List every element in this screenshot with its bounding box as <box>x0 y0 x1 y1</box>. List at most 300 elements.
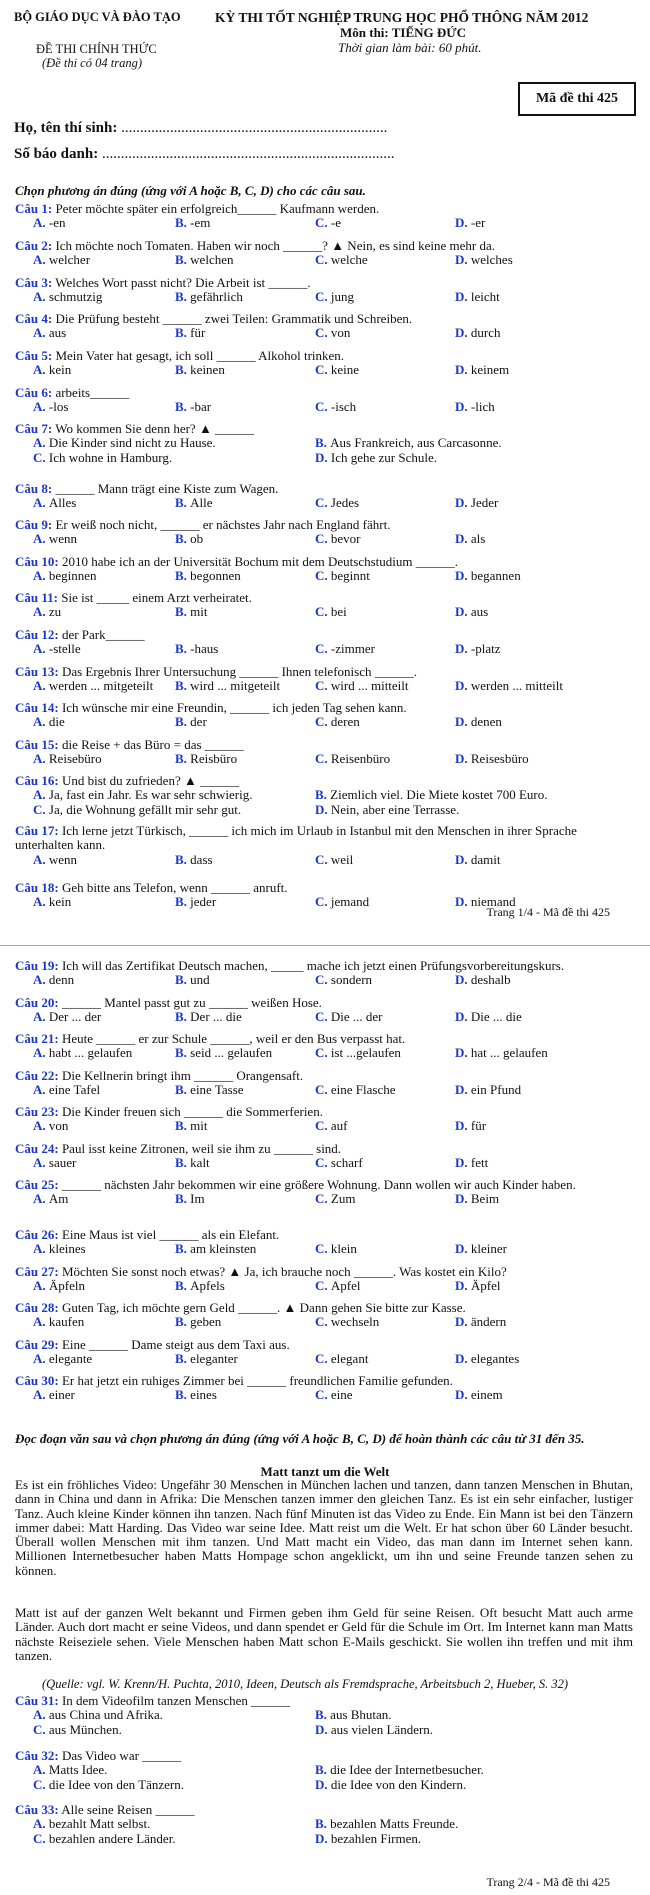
option-c[interactable] <box>315 532 361 546</box>
option-b[interactable] <box>175 569 241 583</box>
option-text: Beim <box>470 1191 500 1207</box>
option-b[interactable] <box>175 532 203 546</box>
option-letter: B. <box>175 1387 191 1403</box>
question-text: 2010 habe ich an der Universität Bochum mit dem Deutschstudium ______. <box>61 554 459 569</box>
option-d[interactable] <box>455 326 501 340</box>
option-c[interactable] <box>33 1778 184 1792</box>
option-a[interactable] <box>33 253 90 267</box>
option-a[interactable] <box>33 1242 86 1256</box>
option-a[interactable] <box>33 853 77 867</box>
option-letter: C. <box>315 1082 331 1098</box>
option-d[interactable] <box>315 1723 433 1737</box>
page-separator <box>0 945 650 946</box>
question-25 <box>15 1178 627 1207</box>
option-c[interactable] <box>315 363 359 377</box>
question-label: Câu 2: <box>15 238 53 253</box>
option-letter: A. <box>33 325 49 341</box>
option-text: wenn <box>48 851 78 867</box>
option-d[interactable] <box>455 1156 488 1170</box>
option-b[interactable] <box>175 1242 256 1256</box>
option-a[interactable] <box>33 1083 100 1097</box>
option-text: -bar <box>190 399 212 415</box>
option-b[interactable] <box>175 326 205 340</box>
option-text: bezahlt Matt selbst. <box>48 1816 151 1832</box>
option-letter: B. <box>175 531 191 547</box>
option-d[interactable] <box>455 752 529 766</box>
option-letter: A. <box>33 362 49 378</box>
passage-paragraph-1: Es ist ein fröhliches Video: Ungefähr 30 Menschen in München lachen und tanzen, dann tanzen Menschen in Bhutan, dann in China und dann in Afrika: Die Menschen tanzen immer den gleichen Tanz. Es ist ein sehr einfacher, lustiger Tanz. Auch kleine Kinder können ihn tanzen. Nach fünf Minuten ist das Video zu Ende. Ein Mann ist bei den Tänzern immer dabei: Matt Harding. Das Video war seine Idee. Matt reist um die Welt. Er hat schon über 60 Länder besucht. Überall wollen Menschen mit ihm tanzen. Und Matt macht ein Video, das man dann im Internet sehen kann. Millionen Internetbesucher haben Matts Hompage schon angeklickt, um ihn und seine Freunde tanzen sehen zu können. <box>15 1477 633 1578</box>
option-letter: C. <box>315 568 331 584</box>
option-b[interactable] <box>175 1156 210 1170</box>
option-a[interactable] <box>33 1388 75 1402</box>
option-b[interactable] <box>315 436 502 450</box>
option-c[interactable] <box>315 253 368 267</box>
option-d[interactable] <box>455 973 511 987</box>
option-a[interactable] <box>33 216 66 230</box>
option-letter: A. <box>33 1707 49 1723</box>
option-text: wenn <box>48 531 78 547</box>
option-text: welche <box>330 252 368 268</box>
question-label: Câu 8: <box>15 481 53 496</box>
question-label: Câu 19: <box>15 958 59 973</box>
option-d[interactable] <box>455 605 488 619</box>
option-text: jeder <box>190 894 217 910</box>
option-a[interactable] <box>33 1279 85 1293</box>
question-text: ______ Mann trägt eine Kiste zum Wagen. <box>55 481 279 496</box>
option-text: Apfel <box>330 1278 361 1294</box>
option-letter: D. <box>455 1278 471 1294</box>
option-c[interactable] <box>315 1010 383 1024</box>
option-d[interactable] <box>455 1046 548 1060</box>
option-letter: A. <box>33 568 49 584</box>
option-letter: C. <box>315 252 331 268</box>
option-b[interactable] <box>175 1388 217 1402</box>
question-label: Câu 13: <box>15 664 59 679</box>
option-c[interactable] <box>315 1242 357 1256</box>
option-letter: B. <box>175 362 191 378</box>
option-d[interactable] <box>455 642 500 656</box>
option-text: bei <box>330 604 347 620</box>
question-label: Câu 31: <box>15 1693 59 1708</box>
option-letter: D. <box>455 362 471 378</box>
option-a[interactable] <box>33 605 61 619</box>
option-text: Im <box>190 1191 205 1207</box>
option-c[interactable] <box>315 715 360 729</box>
option-letter: A. <box>33 641 49 657</box>
option-d[interactable] <box>315 1778 466 1792</box>
option-letter: B. <box>175 1241 191 1257</box>
option-text: Apfels <box>190 1278 225 1294</box>
option-a[interactable] <box>33 679 153 693</box>
option-text: ist ...gelaufen <box>330 1045 401 1061</box>
option-letter: B. <box>315 1707 331 1723</box>
question-31 <box>15 1694 627 1738</box>
option-b[interactable] <box>175 363 225 377</box>
option-b[interactable] <box>175 253 233 267</box>
option-b[interactable] <box>175 895 216 909</box>
option-a[interactable] <box>33 569 97 583</box>
option-letter: B. <box>175 399 191 415</box>
option-letter: D. <box>455 894 471 910</box>
option-text: kaufen <box>48 1314 85 1330</box>
question-label: Câu 29: <box>15 1337 59 1352</box>
option-d[interactable] <box>455 679 563 693</box>
option-text: -zimmer <box>330 641 375 657</box>
option-text: der <box>190 714 207 730</box>
question-text: Ich möchte noch Tomaten. Haben wir noch ______? ▲ Nein, es sind keine mehr da. <box>55 238 495 253</box>
question-text: Welches Wort passt nicht? Die Arbeit ist ______. <box>55 275 311 290</box>
option-text: welches <box>470 252 513 268</box>
option-d[interactable] <box>315 451 437 465</box>
question-text: Das Ergebnis Ihrer Untersuchung ______ Ihnen telefonisch ______. <box>61 664 417 679</box>
option-c[interactable] <box>315 569 370 583</box>
option-letter: C. <box>315 1118 331 1134</box>
option-d[interactable] <box>455 216 485 230</box>
option-c[interactable] <box>315 605 347 619</box>
option-d[interactable] <box>455 400 495 414</box>
option-text: ein Pfund <box>470 1082 522 1098</box>
option-d[interactable] <box>455 532 485 546</box>
option-text: hat ... gelaufen <box>470 1045 548 1061</box>
option-b[interactable] <box>175 1352 238 1366</box>
instruction-1: Chọn phương án đúng (ứng với A hoặc B, C, D) cho các câu sau. <box>15 183 366 198</box>
option-a[interactable] <box>33 1708 163 1722</box>
option-c[interactable] <box>315 216 341 230</box>
option-text: Der ... der <box>48 1009 102 1025</box>
option-text: einer <box>48 1387 75 1403</box>
option-d[interactable] <box>455 253 513 267</box>
passage-title: Matt tanzt um die Welt <box>260 1464 390 1479</box>
option-text: -haus <box>190 641 219 657</box>
option-c[interactable] <box>315 1279 361 1293</box>
question-text: arbeits______ <box>55 385 130 400</box>
ministry: BỘ GIÁO DỤC VÀ ĐÀO TẠO <box>14 10 181 24</box>
question-10 <box>15 555 627 584</box>
option-b[interactable] <box>175 973 210 987</box>
candidate-name-row <box>14 120 387 137</box>
option-a[interactable] <box>33 1352 92 1366</box>
option-c[interactable] <box>33 803 241 817</box>
option-text: damit <box>470 851 501 867</box>
option-text: kleines <box>48 1241 86 1257</box>
option-b[interactable] <box>175 642 218 656</box>
question-text: Mein Vater hat gesagt, ich soll ______ Alkohol trinken. <box>55 348 345 363</box>
option-letter: B. <box>175 1082 191 1098</box>
option-a[interactable] <box>33 326 66 340</box>
question-1 <box>15 202 627 231</box>
question-label: Câu 20: <box>15 995 59 1010</box>
option-text: Die ... der <box>330 1009 383 1025</box>
option-a[interactable] <box>33 1010 101 1024</box>
option-c[interactable] <box>315 496 359 510</box>
option-a[interactable] <box>33 895 71 909</box>
option-letter: D. <box>455 1241 471 1257</box>
option-d[interactable] <box>455 1192 499 1206</box>
option-letter: A. <box>33 252 49 268</box>
option-text: -en <box>48 215 66 231</box>
option-letter: B. <box>175 289 191 305</box>
option-d[interactable] <box>455 1119 486 1133</box>
option-text: Die ... die <box>470 1009 522 1025</box>
option-d[interactable] <box>455 1242 507 1256</box>
question-23 <box>15 1105 627 1134</box>
option-d[interactable] <box>455 496 498 510</box>
question-21 <box>15 1032 627 1061</box>
option-letter: A. <box>33 1191 49 1207</box>
option-letter: C. <box>315 1045 331 1061</box>
option-a[interactable] <box>33 290 102 304</box>
option-b[interactable] <box>175 1279 225 1293</box>
option-a[interactable] <box>33 1156 76 1170</box>
option-d[interactable] <box>455 1279 501 1293</box>
option-a[interactable] <box>33 715 65 729</box>
option-a[interactable] <box>33 1119 68 1133</box>
question-label: Câu 23: <box>15 1104 59 1119</box>
option-c[interactable] <box>315 326 350 340</box>
option-text: einem <box>470 1387 503 1403</box>
option-b[interactable] <box>175 1083 244 1097</box>
option-letter: D. <box>455 1045 471 1061</box>
question-label: Câu 11: <box>15 590 58 605</box>
option-letter: C. <box>33 450 49 466</box>
option-b[interactable] <box>175 605 208 619</box>
question-label: Câu 9: <box>15 517 53 532</box>
option-text: kalt <box>190 1155 210 1171</box>
option-text: Aus Frankreich, aus Carcasonne. <box>330 435 502 451</box>
option-text: -e <box>330 215 341 231</box>
option-text: habt ... gelaufen <box>48 1045 133 1061</box>
option-letter: A. <box>33 1155 49 1171</box>
option-c[interactable] <box>315 679 409 693</box>
option-letter: D. <box>455 1387 471 1403</box>
option-b[interactable] <box>175 290 243 304</box>
option-letter: A. <box>33 1816 49 1832</box>
option-c[interactable] <box>315 1315 379 1329</box>
question-text: Er weiß noch nicht, ______ er nächstes Jahr nach England fährt. <box>55 517 391 532</box>
option-letter: C. <box>315 215 331 231</box>
option-b[interactable] <box>175 1119 208 1133</box>
option-letter: B. <box>315 1762 331 1778</box>
option-text: kein <box>48 894 72 910</box>
option-c[interactable] <box>33 1723 122 1737</box>
option-a[interactable] <box>33 973 74 987</box>
option-a[interactable] <box>33 436 216 450</box>
option-text: -stelle <box>48 641 81 657</box>
option-letter: C. <box>315 1241 331 1257</box>
option-text: -em <box>190 215 211 231</box>
option-c[interactable] <box>315 1046 401 1060</box>
option-b[interactable] <box>315 1817 458 1831</box>
option-d[interactable] <box>455 290 500 304</box>
page-footer-1: Trang 1/4 - Mã đề thi 425 <box>486 905 610 919</box>
option-a[interactable] <box>33 1192 68 1206</box>
question-label: Câu 22: <box>15 1068 59 1083</box>
option-letter: C. <box>315 1314 331 1330</box>
question-label: Câu 15: <box>15 737 59 752</box>
option-letter: B. <box>175 894 191 910</box>
question-text: Das Video war ______ <box>61 1748 182 1763</box>
option-text: jemand <box>330 894 370 910</box>
option-a[interactable] <box>33 496 76 510</box>
question-28 <box>15 1301 627 1330</box>
question-label: Câu 10: <box>15 554 59 569</box>
option-a[interactable] <box>33 1046 132 1060</box>
option-letter: B. <box>175 641 191 657</box>
candidate-id-dots: .............................................................................. <box>101 146 395 162</box>
question-label: Câu 6: <box>15 385 53 400</box>
option-letter: D. <box>455 1118 471 1134</box>
option-b[interactable] <box>175 853 213 867</box>
option-text: seid ... gelaufen <box>190 1045 273 1061</box>
option-c[interactable] <box>315 752 390 766</box>
question-label: Câu 25: <box>15 1177 59 1192</box>
option-a[interactable] <box>33 642 81 656</box>
option-text: die Idee der Internetbesucher. <box>330 1762 484 1778</box>
option-text: kleiner <box>470 1241 507 1257</box>
option-letter: B. <box>175 1191 191 1207</box>
option-a[interactable] <box>33 363 71 377</box>
option-text: Jedes <box>330 495 360 511</box>
option-a[interactable] <box>33 400 68 414</box>
option-b[interactable] <box>175 496 213 510</box>
option-d[interactable] <box>455 569 521 583</box>
option-text: schmutzig <box>48 289 103 305</box>
option-a[interactable] <box>33 788 253 802</box>
option-letter: C. <box>315 1155 331 1171</box>
option-b[interactable] <box>175 1046 272 1060</box>
option-c[interactable] <box>315 1156 363 1170</box>
option-letter: A. <box>33 787 49 803</box>
option-c[interactable] <box>315 853 353 867</box>
option-text: Ziemlich viel. Die Miete kostet 700 Euro. <box>330 787 548 803</box>
option-letter: C. <box>315 1009 331 1025</box>
option-letter: B. <box>175 568 191 584</box>
question-text: Die Kellnerin bringt ihm ______ Orangensaft. <box>61 1068 304 1083</box>
option-letter: C. <box>315 641 331 657</box>
option-c[interactable] <box>315 290 354 304</box>
option-c[interactable] <box>315 1083 396 1097</box>
option-d[interactable] <box>455 1388 503 1402</box>
exam-title: KỲ THI TỐT NGHIỆP TRUNG HỌC PHỔ THÔNG NĂM 2012 <box>215 10 589 25</box>
option-b[interactable] <box>175 752 237 766</box>
option-letter: D. <box>315 802 331 818</box>
option-b[interactable] <box>175 1315 221 1329</box>
question-text: Peter möchte später ein erfolgreich______ Kaufmann werden. <box>55 201 380 216</box>
option-letter: B. <box>315 787 331 803</box>
option-d[interactable] <box>455 363 509 377</box>
option-d[interactable] <box>315 1832 421 1846</box>
option-b[interactable] <box>315 1708 392 1722</box>
option-c[interactable] <box>315 1119 348 1133</box>
option-text: elegantes <box>470 1351 520 1367</box>
option-b[interactable] <box>175 1192 205 1206</box>
question-text: Ich will das Zertifikat Deutsch machen, _____ mache ich jetzt einen Prüfungsvorbereitungskurs. <box>61 958 565 973</box>
option-letter: B. <box>175 972 191 988</box>
option-c[interactable] <box>315 642 375 656</box>
option-letter: C. <box>33 1831 49 1847</box>
option-letter: A. <box>33 1314 49 1330</box>
option-d[interactable] <box>455 1010 522 1024</box>
option-letter: A. <box>33 1387 49 1403</box>
question-text: Ich lerne jetzt Türkisch, ______ ich mich im Urlaub in Istanbul mit den Menschen in ihrer Sprache unterhalten kann. <box>15 823 577 853</box>
option-c[interactable] <box>315 895 369 909</box>
option-c[interactable] <box>315 400 356 414</box>
option-a[interactable] <box>33 1817 150 1831</box>
option-a[interactable] <box>33 532 77 546</box>
option-text: keinen <box>190 362 225 378</box>
option-b[interactable] <box>315 788 548 802</box>
option-text: Reisbüro <box>190 751 238 767</box>
question-text: Guten Tag, ich möchte gern Geld ______. ▲ Dann gehen Sie bitte zur Kasse. <box>61 1300 466 1315</box>
option-d[interactable] <box>455 1315 506 1329</box>
option-letter: D. <box>315 450 331 466</box>
option-d[interactable] <box>315 803 459 817</box>
option-text: Die Kinder sind nicht zu Hause. <box>48 435 216 451</box>
option-a[interactable] <box>33 1315 84 1329</box>
option-c[interactable] <box>315 1388 353 1402</box>
option-text: geben <box>190 1314 222 1330</box>
question-2 <box>15 239 627 268</box>
option-a[interactable] <box>33 1763 107 1777</box>
option-letter: A. <box>33 1009 49 1025</box>
option-text: für <box>470 1118 487 1134</box>
option-b[interactable] <box>175 400 211 414</box>
option-c[interactable] <box>33 451 172 465</box>
option-b[interactable] <box>175 1010 242 1024</box>
option-letter: D. <box>315 1777 331 1793</box>
option-letter: B. <box>175 1278 191 1294</box>
option-d[interactable] <box>455 853 501 867</box>
option-c[interactable] <box>315 973 372 987</box>
question-4 <box>15 312 627 341</box>
option-b[interactable] <box>175 216 210 230</box>
question-7 <box>15 422 627 466</box>
option-letter: C. <box>315 399 331 415</box>
question-22 <box>15 1069 627 1098</box>
question-text: Und bist du zufrieden? ▲ ______ <box>61 773 240 788</box>
option-text: keine <box>330 362 360 378</box>
question-text: Eine Maus ist viel ______ als ein Elefant. <box>61 1227 280 1242</box>
option-text: Ja, die Wohnung gefällt mir sehr gut. <box>48 802 242 818</box>
option-text: denen <box>470 714 502 730</box>
pages-note: (Đề thi có 04 trang) <box>42 56 142 70</box>
option-letter: D. <box>455 1351 471 1367</box>
option-letter: C. <box>315 325 331 341</box>
option-text: -platz <box>470 641 501 657</box>
option-letter: D. <box>455 604 471 620</box>
option-c[interactable] <box>315 1352 368 1366</box>
option-b[interactable] <box>315 1763 484 1777</box>
option-letter: B. <box>175 604 191 620</box>
option-letter: D. <box>455 851 471 867</box>
option-text: ob <box>190 531 204 547</box>
exam-time: Thời gian làm bài: 60 phút. <box>338 40 482 55</box>
option-text: sauer <box>48 1155 77 1171</box>
option-b[interactable] <box>175 679 280 693</box>
option-letter: D. <box>455 325 471 341</box>
option-d[interactable] <box>455 1083 521 1097</box>
option-d[interactable] <box>455 715 502 729</box>
option-a[interactable] <box>33 752 102 766</box>
option-text: Zum <box>330 1191 356 1207</box>
option-letter: C. <box>315 495 331 511</box>
option-d[interactable] <box>455 1352 519 1366</box>
option-text: beginnen <box>48 568 97 584</box>
option-c[interactable] <box>33 1832 176 1846</box>
option-letter: A. <box>33 289 49 305</box>
option-c[interactable] <box>315 1192 355 1206</box>
option-b[interactable] <box>175 715 207 729</box>
